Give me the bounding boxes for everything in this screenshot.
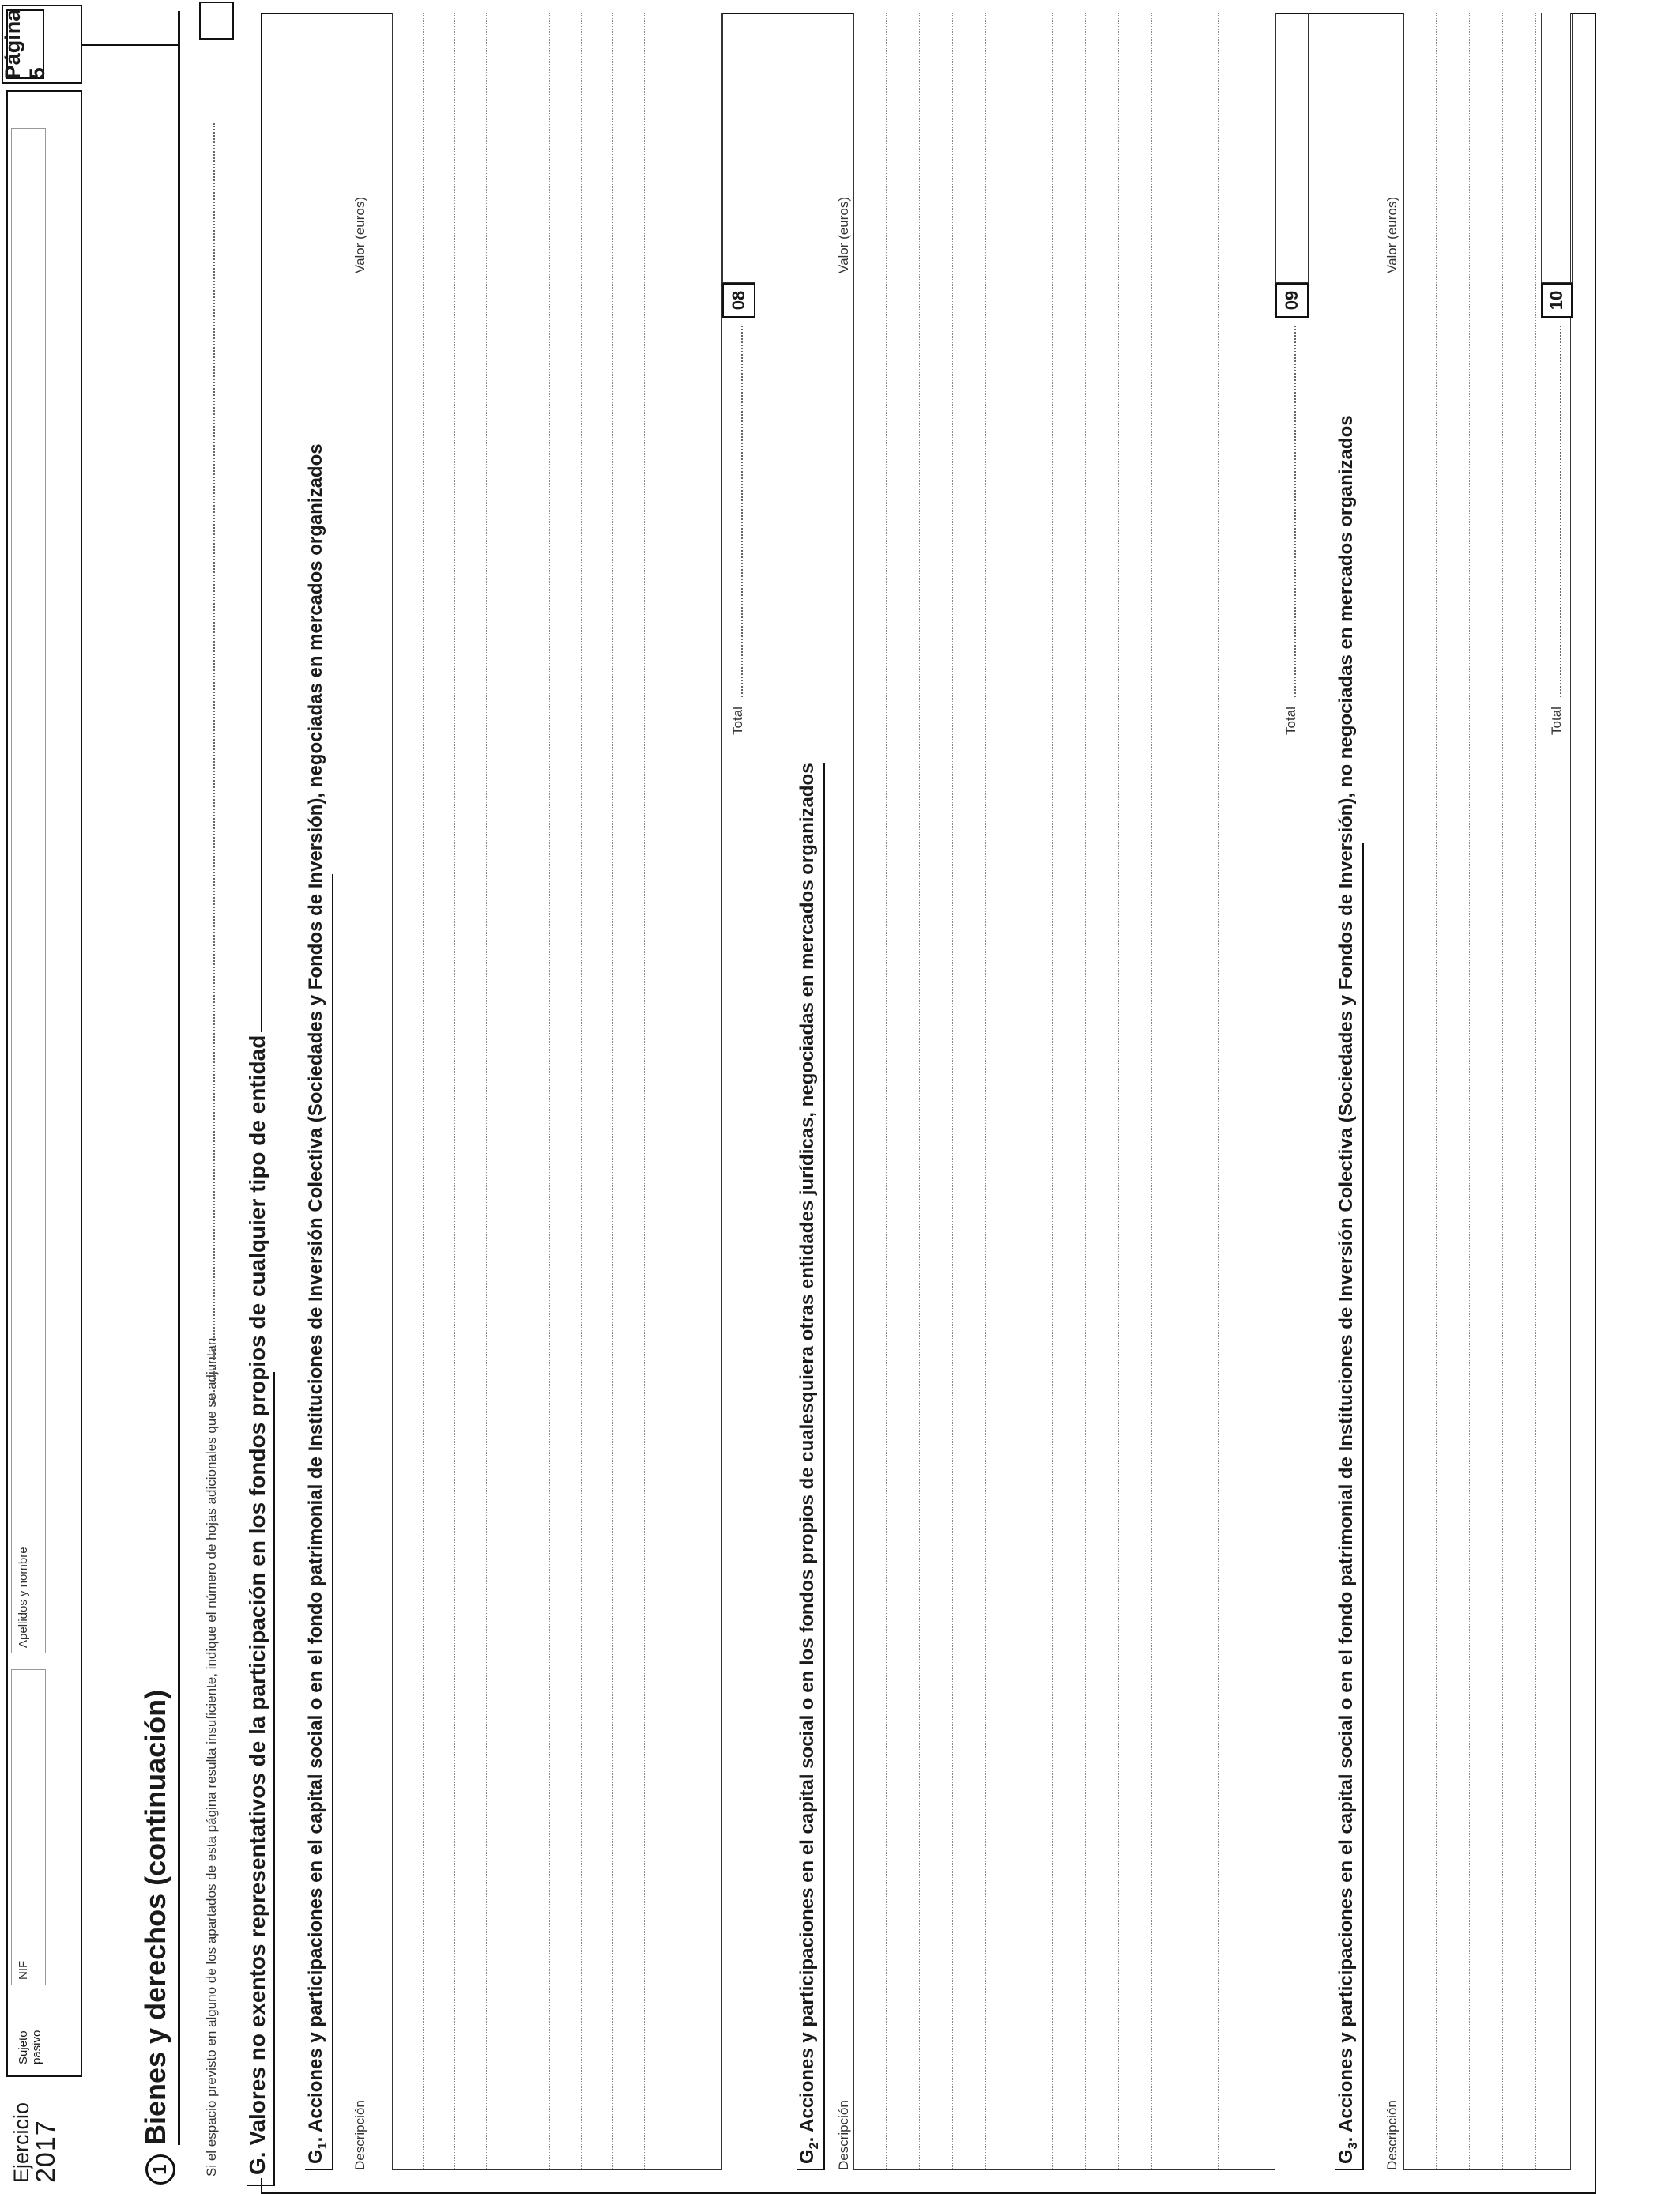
g3-code-box: 10 [1541, 283, 1573, 318]
g1-col-description: Descripción [352, 2100, 367, 2170]
g1-total-field[interactable] [722, 13, 755, 283]
g2-total-label: Total [1283, 707, 1298, 735]
g3-total-leader [1560, 326, 1561, 697]
g1-row-line [454, 13, 455, 2169]
ejercicio-block [11, 2102, 59, 2183]
g3-prefix: G [1335, 2149, 1357, 2164]
g3-title-rule [1362, 843, 1364, 2170]
sujeto-pasivo-label [17, 2030, 43, 2064]
g3-row-line [1535, 13, 1536, 2169]
g2-prefix: G [797, 2149, 818, 2164]
g2-title-text: . Acciones y participaciones en el capital social o en los fondos propios de cualesquiera otras entidades jurídicas, negociadas en mercados organizados [797, 763, 818, 2143]
section-number-circle: 1 [145, 2154, 175, 2185]
g1-row-line [612, 13, 613, 2169]
g3-entries-table[interactable] [1403, 13, 1571, 2170]
g2-row-line [1218, 13, 1219, 2169]
apellidos-nombre-label: Apellidos y nombre [17, 1547, 30, 1648]
section-title: Bienes y derechos (continuación) [139, 1689, 171, 2145]
additional-sheets-note: Si el espacio previsto en alguno de los apartados de esta página resulta insuficiente, indique el número de hojas adicionales que se adjuntan [204, 1337, 219, 2177]
g2-entries-table[interactable] [853, 13, 1275, 2170]
g3-title [1335, 415, 1361, 2164]
g2-row-line [919, 13, 920, 2169]
g2-row-line [886, 13, 887, 2169]
g1-row-line [549, 13, 550, 2169]
g3-col-value: Valor (euros) [1384, 197, 1399, 273]
g1-row-line [581, 13, 582, 2169]
g1-total-label: Total [730, 707, 745, 735]
g3-row-line [1436, 13, 1437, 2169]
g1-title-bracket [305, 2169, 332, 2170]
nif-field[interactable] [11, 1669, 46, 1985]
g2-index: 2 [807, 2142, 821, 2150]
group-title-rule [273, 1372, 275, 2186]
sujeto-label-line2: pasivo [29, 2030, 43, 2064]
title-vertical-divider [82, 44, 179, 46]
g3-total-field[interactable] [1541, 13, 1573, 283]
g2-total-field[interactable] [1275, 13, 1309, 283]
g1-row-line [644, 13, 645, 2169]
g2-title-rule [823, 763, 825, 2170]
g3-col-description: Descripción [1384, 2100, 1399, 2170]
g3-row-line [1469, 13, 1470, 2169]
g1-row-line [486, 13, 487, 2169]
g3-total-label: Total [1549, 707, 1564, 735]
g2-row-line [1151, 13, 1152, 2169]
g2-code-box: 09 [1275, 283, 1309, 318]
page-number-badge: Página 5 [1, 9, 49, 80]
g3-title-bracket [1335, 2169, 1362, 2170]
g2-row-line [1052, 13, 1053, 2169]
ejercicio-year: 2017 [31, 2120, 61, 2183]
g1-row-line [423, 13, 424, 2169]
g1-title [305, 443, 330, 2164]
sujeto-label-line1: Sujeto [17, 2030, 30, 2064]
g1-prefix: G [305, 2149, 326, 2164]
g2-total-leader [1294, 326, 1296, 697]
g3-title-text: . Acciones y participaciones en el capital social o en el fondo patrimonial de Instituciones de Inversión Colectiva (Sociedades y Fondos de Inversión), no negociadas en mercados organizados [1335, 415, 1357, 2143]
g1-col-value: Valor (euros) [352, 197, 367, 273]
g2-row-line [985, 13, 986, 2169]
g1-code-box: 08 [722, 283, 755, 318]
g2-col-value: Valor (euros) [836, 197, 851, 273]
additional-sheets-count-box[interactable] [199, 2, 234, 40]
g1-title-text: . Acciones y participaciones en el capital social o en el fondo patrimonial de Instituciones de Inversión Colectiva (Sociedades y Fondos de Inversión), negociadas en mercados organizados [305, 443, 326, 2143]
group-g-title: G. Valores no exentos representativos de la participación en los fondos propios de cualquier tipo de entidad [245, 1032, 270, 2178]
g2-title-bracket [797, 2169, 823, 2170]
apellidos-nombre-field[interactable] [11, 128, 46, 1653]
g2-row-line [952, 13, 953, 2169]
g2-title [797, 763, 822, 2164]
g1-index: 1 [315, 2142, 330, 2150]
nif-label: NIF [17, 1960, 30, 1980]
g2-row-line [1118, 13, 1119, 2169]
g1-total-leader [741, 326, 743, 697]
g3-row-line [1502, 13, 1503, 2169]
g1-entries-table[interactable] [392, 13, 722, 2170]
group-title-bracket [247, 2185, 275, 2186]
g2-col-description: Descripción [836, 2100, 851, 2170]
g1-title-rule [332, 874, 333, 2170]
ejercicio-label: Ejercicio [9, 2102, 33, 2183]
g3-index: 3 [1346, 2142, 1360, 2150]
g2-row-line [1085, 13, 1086, 2169]
title-divider [178, 11, 180, 2145]
subject-box [6, 90, 82, 2077]
note-leader-dots [213, 123, 215, 1404]
